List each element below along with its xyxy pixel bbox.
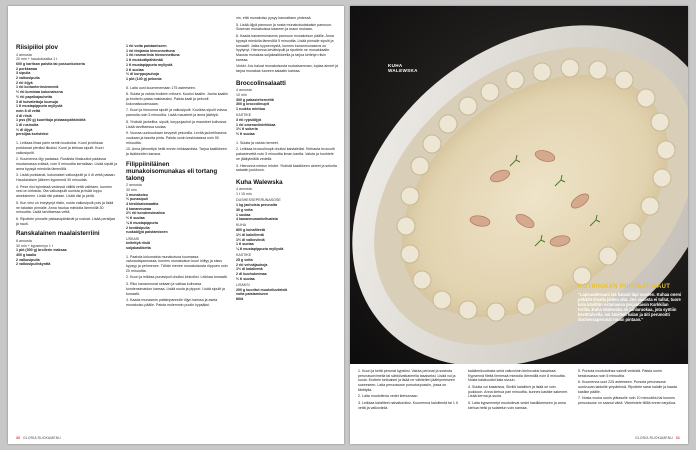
list-item: 1 rkl timjamia hienonnettuna <box>126 48 175 53</box>
list-item: 4 kirsikkatomaattia <box>126 202 159 207</box>
list-item: 1 rkl omenaviinietikkaa <box>236 122 276 127</box>
list-item: 2 valkosipulia <box>16 257 40 262</box>
list-item: 600 g karitsan paistia tai possunkoiseria <box>16 61 85 66</box>
method-steps <box>126 86 228 157</box>
time: 10 min <box>236 92 247 97</box>
left-column-3 <box>236 16 338 436</box>
paragraph: 5. Lisää öljyä pannuun ja nosta munakoisotakaisin pannuun. Sosevan munakoisoa kaareen ja maun mukaan. <box>236 22 333 32</box>
list-item: 2 rkl vehnäjauhoja <box>236 262 268 267</box>
paragraph: 4. Kaada munaseos paistinpannulle öljyn kanssa ja aseta munakoiso päälle. Paista molemmin puolin kypsäksi. <box>126 298 218 307</box>
list-item: ½ rkl kuminaa kokonaisena <box>16 90 63 95</box>
list-item: 1½ dl kaloilientä <box>236 232 264 237</box>
portions: 4 annosta <box>16 52 32 57</box>
list-item: persiljaa koristeksi <box>16 132 49 137</box>
photo-caption <box>388 63 418 74</box>
paragraph: 8. Yhdistä jauheliha, sipulit, korppujauhot ja mausteet kulhossa. Lisää tarvittaessa suolaa. <box>126 119 228 129</box>
list-item: ½ punasipuli <box>126 197 148 202</box>
list-item: ½ tl suolaa <box>126 216 145 221</box>
paragraph: 2. Kuumenna öljy padassa. Ruskista lihakuutiot padassa muutamassa erässä, noin 5 minuuttia kerrallaan. Lisää sipulit ja anna kypsyä miedolla lämmöllä. <box>16 157 118 171</box>
left-column-1 <box>16 44 118 436</box>
list-item: 1 munakoiso <box>126 192 148 197</box>
paragraph: 3. Riko kananmunat sekaan ja vatkaa kulhossa kondensimaidon kanssa. Lisää suola ja pippuri. Lisää sipulit ja tomaatit. <box>126 282 225 296</box>
magazine-name: GLORIA RUOKAMENU <box>635 436 673 440</box>
paragraph: 1. Paahda kokonaista munakoisoa kuumassa valurautapannussa, kunnes munakoison kuori hiiltyy ja sisus kypsyy ja pehmenee. Tähän menee munakoisosta riippuen noin 20 minuuttia. <box>126 254 228 273</box>
ingredient-list <box>16 248 118 267</box>
right-column-3 <box>578 369 680 407</box>
right-page <box>350 6 688 444</box>
photo-caption-line: KUHA <box>388 63 403 68</box>
paragraph: Vinkki: Jos haluat munakoisosta ruokaisamman, tuplaa aineet ja tarjoa munakas tuoreen salaatin kanssa. <box>236 64 338 74</box>
list-item: voita paistamiseen <box>236 292 269 297</box>
method-steps <box>236 141 338 173</box>
list-item: 4 dl riisiä <box>16 113 32 118</box>
list-item: 300 g pakastehernettä <box>236 97 274 102</box>
list-item: 1 suolaa <box>236 212 251 217</box>
list-item: ruokaöljyä paistamiseen <box>126 230 168 235</box>
list-item: 2 valkosipulinkynttä <box>16 262 51 267</box>
list-item: 1 pkt (140 g) pekonia <box>126 76 162 81</box>
paragraph: 6. Kuumenna uuni 225 asteeseen. Pursota perunasose uunivuoan laidoille ympäriinsä. Ripottele sarat kalalle ja kaada kastike päälle. <box>578 380 677 394</box>
list-item: 800 g kuhafileetä <box>236 228 265 233</box>
paragraph: 10. Anna jähmettyä hetki ennen leikkaamista. Tarjoa kastikkeen ja lisäkkeiden kanssa. <box>126 147 227 157</box>
ingredient-list <box>236 203 338 222</box>
paragraph: 5. Laita uuni kuumenemaan 175 asteeseen. <box>126 85 196 90</box>
list-item: 1 tl muskottipähkinää <box>126 58 163 63</box>
paragraph: kalalienikuutiosta sekä valkoviinin kiehuvaksi kasarissa. Kypsennä fileitä liemessä miedolla lämmöllä noin 8 minuuttia. Nosta kalakuutiot kala sivuun. <box>468 369 566 383</box>
method-steps <box>16 141 118 226</box>
fish-label: KUHA <box>236 223 246 228</box>
serving-list <box>126 241 228 250</box>
list-item: ½ dl korppujauhoja <box>126 72 159 77</box>
paragraph: 6. Sulata ja valuta broilerin mikseri. Kuutioi kaaliin. Jauha kaaliin ja broilerin pataa makkaraksi. Paista kaali ja pekonit kokonaisuudessaan. <box>126 92 228 106</box>
paragraph: 7. Kuori ja hienonna sipulit ja valkosipulit. Kuullota sipulit voissa pannulla noin 5 minuuttia. Lisää mausteet ja anna jäähtyä. <box>126 108 227 118</box>
sauce-label: KASTIKE <box>236 253 252 258</box>
dish-photo <box>350 6 688 364</box>
ingredient-list <box>16 62 118 137</box>
portions: 4 annosta <box>236 187 252 192</box>
list-item: 3 dl kuivatettuja luumuja <box>16 99 58 104</box>
paragraph: 4. Sulata voi kasarissa. Siivilöi kalaliemi ja lisää se voin joukkoon. Anna kiehua pari minuuttia, kunnes kastike sakenee. Lisää kerma ja suola. <box>468 384 569 399</box>
list-item: 3 rkl rypsiöljyä <box>236 117 262 122</box>
paragraph: 1. Kuori ja keitä perunat kypsiksi. Valuta perunat ja soseuta perunasurvimella tai sähkövatkaimella tasaiseksi. Lisää voi ja suola. Erottele keltuaiset ja lisää ne vähitellen jäähtyneeseen soseeseen. Laita perunasose pursotuspussiin, jossa on tähtitylla. <box>358 369 456 392</box>
right-column-2 <box>468 369 570 412</box>
list-item: 4 kananmunaa <box>126 206 151 211</box>
quote-title: KOTIPAIKAN PUHTAAT MAUT <box>578 284 671 290</box>
paragraph: 5. Laita kypsennetyt muotoilevat vedet kastikkeeseen ja anna kiehua hetki ja sulatetun voin kanssa. <box>468 400 566 410</box>
paragraph: 6. Ripottele pinnalle pistaasipähkinät ja rusinat. Lisää persiljaa ja nauti. <box>16 217 115 226</box>
paragraph: 5. Kun vesi on imeytynyt riisiin, nosta valkosipulit pois ja lisää ne takaisin pinnalle. Anna hautua miedolla lämmöllä 30 minuuttia. Lisää tarvittaessa vettä. <box>16 200 114 215</box>
list-item: 2 rkl öljyä <box>16 80 33 85</box>
paragraph: 3. Hienonna mintun lehdet. Yhdistä kastikkeen aineet ja sekoita salaatin joukkoon. <box>236 163 337 173</box>
page-folio-left <box>16 436 61 440</box>
dressing-list <box>236 118 338 137</box>
list-item: ½ dl öljyä <box>16 127 33 132</box>
list-item: 1 rkl voita paistamiseen <box>126 44 167 48</box>
paragraph: 1. Leikkaa lihaa parin sentin kuutioiksi. Kuori ja leikkaa porkkanat pieniksi tikuiksi. Kuori ja leikkaa sipulit. Kuori valkosipulit. <box>16 141 104 155</box>
dressing-label: KASTIKE <box>236 113 252 118</box>
list-item: 2 kevätsipulia <box>126 225 150 230</box>
paragraph: 3. Lisää porkkanat, kokonaiset valkosipulit ja 4 dl vettä pataan. Haudutuksen jälkeen kypsennä 30 minuuttia. <box>16 173 116 183</box>
list-item: ¼ tl mustapippuria myllystä <box>236 246 284 251</box>
paragraph: 9. Vuoraa uunivuokaan kevyesti pekonilla. Levitä jauhelihaseos vuokaan ja tasoita pinta. Paista uunin keskiosassa noin 50 minuuttia. <box>126 131 227 145</box>
list-item: tilliä <box>236 296 244 301</box>
list-item: 400 g kaalia <box>16 253 37 258</box>
list-item: 1 rkl korianterinsiemeniä <box>16 85 59 90</box>
left-column-2 <box>126 44 228 436</box>
list-item: 30 g voita <box>236 207 253 212</box>
page-number: 30 <box>16 436 21 440</box>
list-item: 1 ruukku minttua <box>236 107 265 112</box>
paragraph: 1. Sulata ja valuta herneet. <box>236 140 279 145</box>
list-item: noin 8 dl vettä <box>16 108 41 113</box>
list-item: 1 tl mustapippuria myllystä <box>126 62 173 67</box>
paragraph: 2. Laita muotoilevia vedet kiehumaan. <box>358 394 419 399</box>
recipe-title-tortang: Filippiiniläinen munakoisomunakas eli tortang talong <box>126 160 218 182</box>
photo-caption-line: WALEWSKA <box>388 68 418 74</box>
portions: 8 annosta <box>16 238 32 243</box>
list-item: 2 valkosipulia <box>16 76 40 81</box>
ingredient-list <box>236 98 338 112</box>
paragraph: 6. Kaada kananmunaseos pannuun munakoison päälle. Anna kypsyä miedolla lämmöllä 5 minuuttia. Lisää pinnalle sipulit ja tomaatit. Jatka kypsennystä, kunnes kananmunaseos on hyytynyt. Hienonna kevätsipulit ja ripottele ne munakkaalle. Mausta munakas soijakastikkeella ja tarjoa keitetyn riisin kanssa. <box>236 34 334 62</box>
paragraph: 2. Leikkaa broccolinupit ohuiksi kaistaleiksi. Kiehauta broccolit pakastevettä noin 5 minuuttia ilman kantta. Valuta ja huuhtele ne jääkylmällä vedellä. <box>236 147 335 161</box>
list-item: ¼ tl mustapippuria <box>126 220 158 225</box>
extra-list <box>236 288 338 302</box>
extra-label: LISÄKSI <box>236 282 250 287</box>
page-folio-right <box>635 436 680 440</box>
portions: 4 annosta <box>236 88 252 93</box>
quote-box <box>578 284 682 322</box>
paragraph: 2. Kuori ja leikkaa punasipuli ohuiksi lohkoiksi. Leikkaa tomaatit. <box>126 275 228 280</box>
list-item: 1 pss (50 g) kuorittuja pistaasipähkinöitä <box>16 118 86 123</box>
paragraph: nin, että munakoiso pysyy kannattaen yhdessä. <box>236 16 312 20</box>
time: 30 min <box>126 187 137 192</box>
list-item: 2½ rkl kondensimaitoa <box>126 211 165 216</box>
list-item: soijakastiketta <box>126 245 151 250</box>
list-item: ½ rkl paprikajauhetta <box>16 94 52 99</box>
list-item: ½ tl suolaa <box>236 276 255 281</box>
method-steps-continued <box>236 16 338 74</box>
ingredient-list <box>126 193 228 235</box>
recipe-title-broccoli: Broccolinsalaatti <box>236 79 286 87</box>
list-item: 200 g kuoritut muotoiluvärisiä <box>236 287 288 292</box>
portions: 2 annosta <box>126 183 142 188</box>
list-item: 2 dl kuohukermaa <box>236 271 267 276</box>
time: 1 t 15 min <box>236 192 252 197</box>
list-item: 1½ dl kalalientä <box>236 267 263 272</box>
fish-list <box>236 228 338 252</box>
serving-label: USKASI <box>126 236 140 241</box>
paragraph: 7. Nosta vuoka uunin ylätasolle noin 10 minuutiksi tai kunnes perunasose on saanut väriä. Viimeistele tillillä ennen tarjoilua. <box>578 396 677 405</box>
recipe-title-kuha: Kuha Walewska <box>236 178 283 186</box>
sauce-list <box>236 258 338 282</box>
method-steps <box>126 255 228 308</box>
time: 30 min + kypsennys 1 t <box>16 243 53 248</box>
recipe-title-plov: Riisipiiloi plov <box>16 44 58 51</box>
page-number: 31 <box>675 436 680 440</box>
list-item: 1 rkl rosmariinia hienonnettuna <box>126 53 180 58</box>
paragraph: 3. Leikkaa kalafileet nahattomiksi. Kuumenna kaloilientä tai 1 tl vettä ja valkoviiniä. <box>358 400 458 410</box>
list-item: 2 porkkanaa <box>16 66 37 71</box>
list-item: 1 kg jauhoisia perunoita <box>236 203 278 208</box>
paragraph: 5. Pursota muotoisiinsa valmiit vedestä. Paista uunin keskiosassa noin 5 minuuttia. <box>578 369 662 378</box>
quote-text: "Lapsuudessani isä kalasti läpi vuoden. Kuhaa oneni päkällä tiinalla jäiden alta. Jos saalista ei tullut, tuore kala kävittiin ostamassa perjantaisin Karkkilan torilta. Kuha Walewska oli juhlaruokaa, jota syötiin kevättalvella. Isä käsitteli kalan ja äiti perunoitti duchessaperunat ruuan pintaan." <box>578 292 682 322</box>
list-item: 1 dl rusinoita <box>16 123 39 128</box>
list-item: 25 g voita <box>236 257 253 262</box>
paragraph: 4. Pese riisi kylmässä vedessä välillä vettä vaihtaen, kunnes vesi on kirkasta. Ota valkosipulit uunista ja lisää loppu aineksineen. Lisää riisi pataan. Lisää riisi ja peitä. <box>16 184 112 199</box>
list-item: 1½ dl valkoviiniä <box>236 237 265 242</box>
right-column-1 <box>358 369 460 412</box>
list-item: 1 tl suolaa <box>236 242 254 247</box>
list-item: 1 pkt (300 g) broilerin maksaa <box>16 248 67 253</box>
magazine-name: GLORIA RUOKAMENU <box>23 436 61 440</box>
list-item: 300 g broccolinupit <box>236 102 269 107</box>
list-item: 4 kananmunankeltuaista <box>236 217 278 222</box>
recipe-title-terriini: Ranskalainen maalaisterriini <box>16 230 100 238</box>
list-item: 2 tl suolaa <box>126 67 144 72</box>
time: 20 min + haudutusaika 1 t <box>16 57 58 62</box>
ingredient-list <box>126 44 228 82</box>
list-item: ½ tl suolaa <box>236 132 255 137</box>
list-item: 1 tl mustapippuria myllystä <box>16 104 63 109</box>
list-item: 1½ tl sokeria <box>236 127 258 132</box>
list-item: 3 sipulia <box>16 71 31 76</box>
list-item: keitettyä riisiä <box>126 241 150 246</box>
left-page <box>8 6 344 444</box>
potato-label: DUSHESSEPERUNASOSE <box>236 198 281 203</box>
